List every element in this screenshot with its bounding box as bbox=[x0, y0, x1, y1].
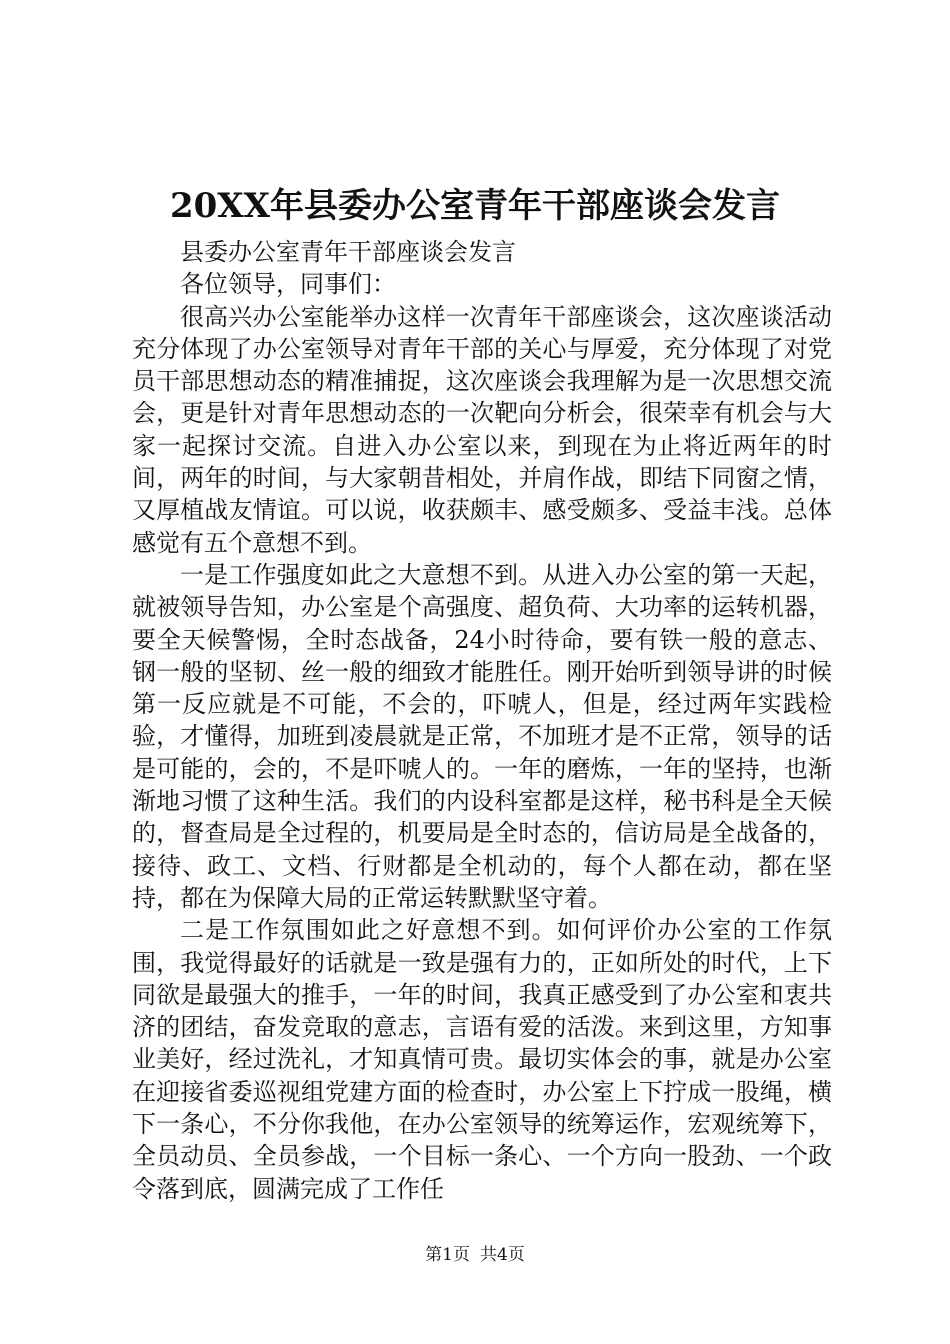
paragraph-point-two: 二是工作氛围如此之好意想不到。如何评价办公室的工作氛围，我觉得最好的话就是一致是强有力的，正如所处的时代，上下同欲是最强大的推手，一年的时间，我真正感受到了办公室和衷共济的团结，奋发竞取的意志，言语有爱的活泼。来到这里，方知事业美好，经过洗礼，才知真情可贵。最切实体会的事，就是办公室在迎接省委巡视组党建方面的检查时，办公室上下拧成一股绳，横下一条心，不分你我他，在办公室领导的统筹运作，宏观统筹下，全员动员、全员参战，一个目标一条心、一个方向一股劲、一个政令落到底，圆满完成了工作任 bbox=[132, 916, 832, 1203]
page-footer bbox=[0, 1243, 950, 1267]
paragraph-subtitle: 县委办公室青年干部座谈会发言 bbox=[180, 238, 516, 266]
page-total: 共4页 bbox=[480, 1245, 525, 1265]
document-body bbox=[132, 236, 832, 1205]
page-number: 第1页 bbox=[425, 1245, 470, 1265]
paragraph-intro: 很高兴办公室能举办这样一次青年干部座谈会，这次座谈活动充分体现了办公室领导对青年干部的关心与厚爱，充分体现了对党员干部思想动态的精准捕捉，这次座谈会我理解为是一次思想交流会，更是针对青年思想动态的一次靶向分析会，很荣幸有机会与大家一起探讨交流。自进入办公室以来，到现在为止将近两年的时间，两年的时间，与大家朝昔相处，并肩作战，即结下同窗之情，又厚植战友情谊。可以说，收获颇丰、感受颇多、受益丰浅。总体感觉有五个意想不到。 bbox=[132, 302, 832, 557]
paragraph-salutation: 各位领导，同事们： bbox=[180, 270, 396, 299]
paragraph-point-one: 一是工作强度如此之大意想不到。从进入办公室的第一天起，就被领导告知，办公室是个高强度、超负荷、大功率的运转机器，要全天候警惕，全时态战备，24小时待命，要有铁一般的意志、钢一般的坚韧、丝一般的细致才能胜任。刚开始听到领导讲的时候第一反应就是不可能，不会的，吓唬人，但是，经过两年实践检验，才懂得，加班到凌晨就是正常，不加班才是不正常，领导的话是可能的，会的，不是吓唬人的。一年的磨炼，一年的坚持，也渐渐地习惯了这种生活。我们的内设科室都是这样，秘书科是全天候的，督查局是全过程的，机要局是全时态的，信访局是全战备的，接待、政工、文档、行财都是全机动的，每个人都在动，都在坚持，都在为保障大局的正常运转默默坚守着。 bbox=[132, 560, 832, 912]
document-title: 20XX年县委办公室青年干部座谈会发言 bbox=[169, 186, 781, 226]
